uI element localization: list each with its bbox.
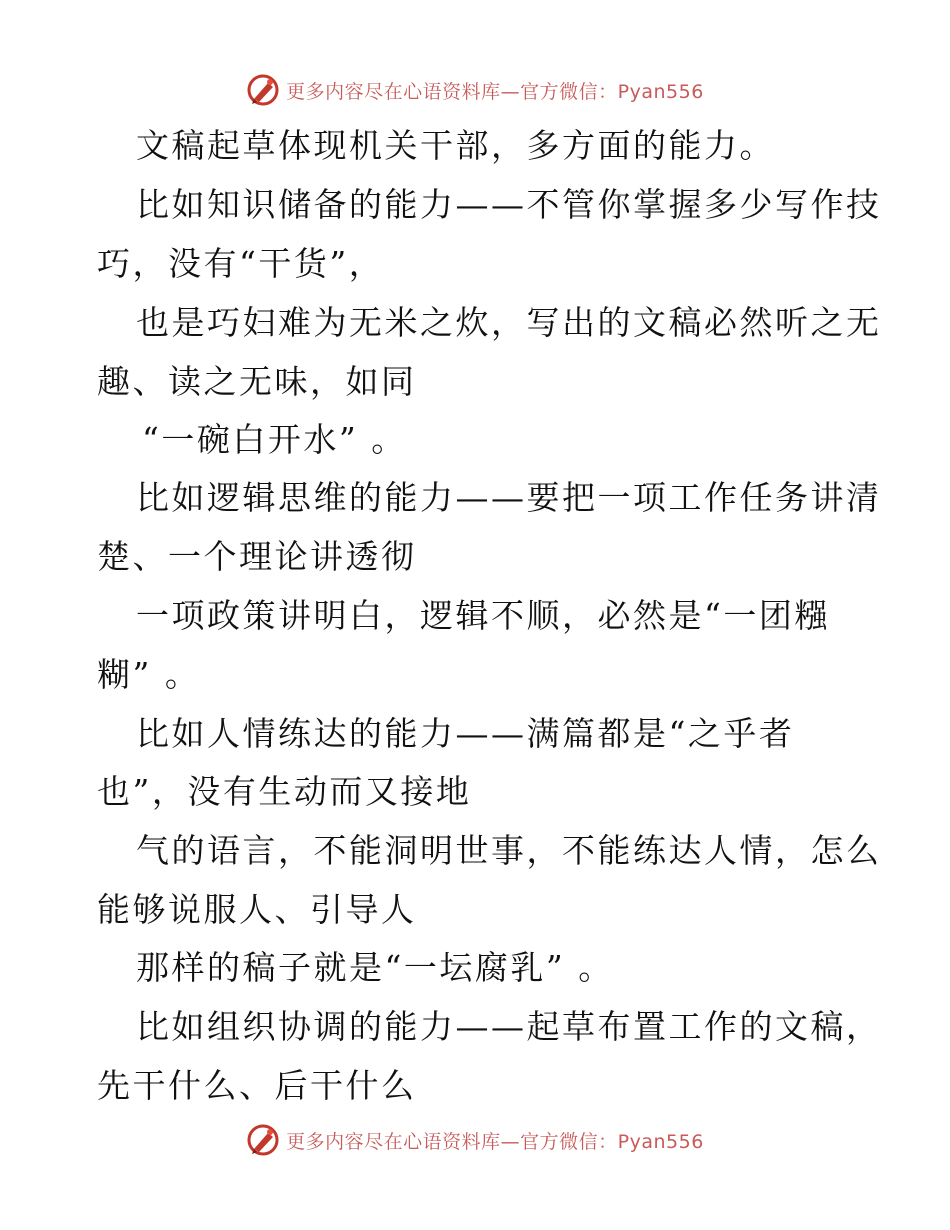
text-line: “一碗白开水” 。 [142, 420, 407, 459]
text-line: 巧，没有“干货”， [97, 244, 385, 283]
text-line: 也是巧妇难为无米之炊，写出的文稿必然听之无 [136, 303, 882, 342]
text-line: 比如组织协调的能力——起草布置工作的文稿， [136, 1007, 882, 1046]
watermark-header [0, 70, 950, 110]
watermark-label: 更多内容尽在心语资料库—官方微信：Pyan556 [286, 80, 704, 103]
text-line: 能够说服人、引导人 [97, 890, 417, 929]
text-line: 比如逻辑思维的能力——要把一项工作任务讲清 [136, 478, 882, 517]
text-line: 趣、读之无味，如同 [97, 362, 417, 401]
text-line: 文稿起草体现机关干部，多方面的能力。 [136, 126, 775, 165]
text-line: 先干什么、后干什么 [97, 1066, 417, 1105]
text-line: 气的语言，不能洞明世事，不能练达人情，怎么 [136, 831, 882, 870]
text-line: 比如人情练达的能力——满篇都是“之乎者 [136, 714, 795, 753]
text-line: 楚、一个理论讲透彻 [97, 537, 417, 576]
watermark-footer [0, 1120, 950, 1160]
text-line: 一项政策讲明白，逻辑不顺，必然是“一团糨 [136, 596, 830, 635]
watermark-label: 更多内容尽在心语资料库—官方微信：Pyan556 [286, 1130, 704, 1153]
pen-logo-icon [246, 73, 280, 107]
pen-logo-icon [246, 1123, 280, 1157]
text-line: 糊” 。 [97, 655, 201, 694]
text-line: 也”，没有生动而又接地 [97, 772, 472, 811]
text-line: 比如知识储备的能力——不管你掌握多少写作技 [136, 185, 882, 224]
text-line: 那样的稿子就是“一坛腐乳” 。 [136, 948, 614, 987]
